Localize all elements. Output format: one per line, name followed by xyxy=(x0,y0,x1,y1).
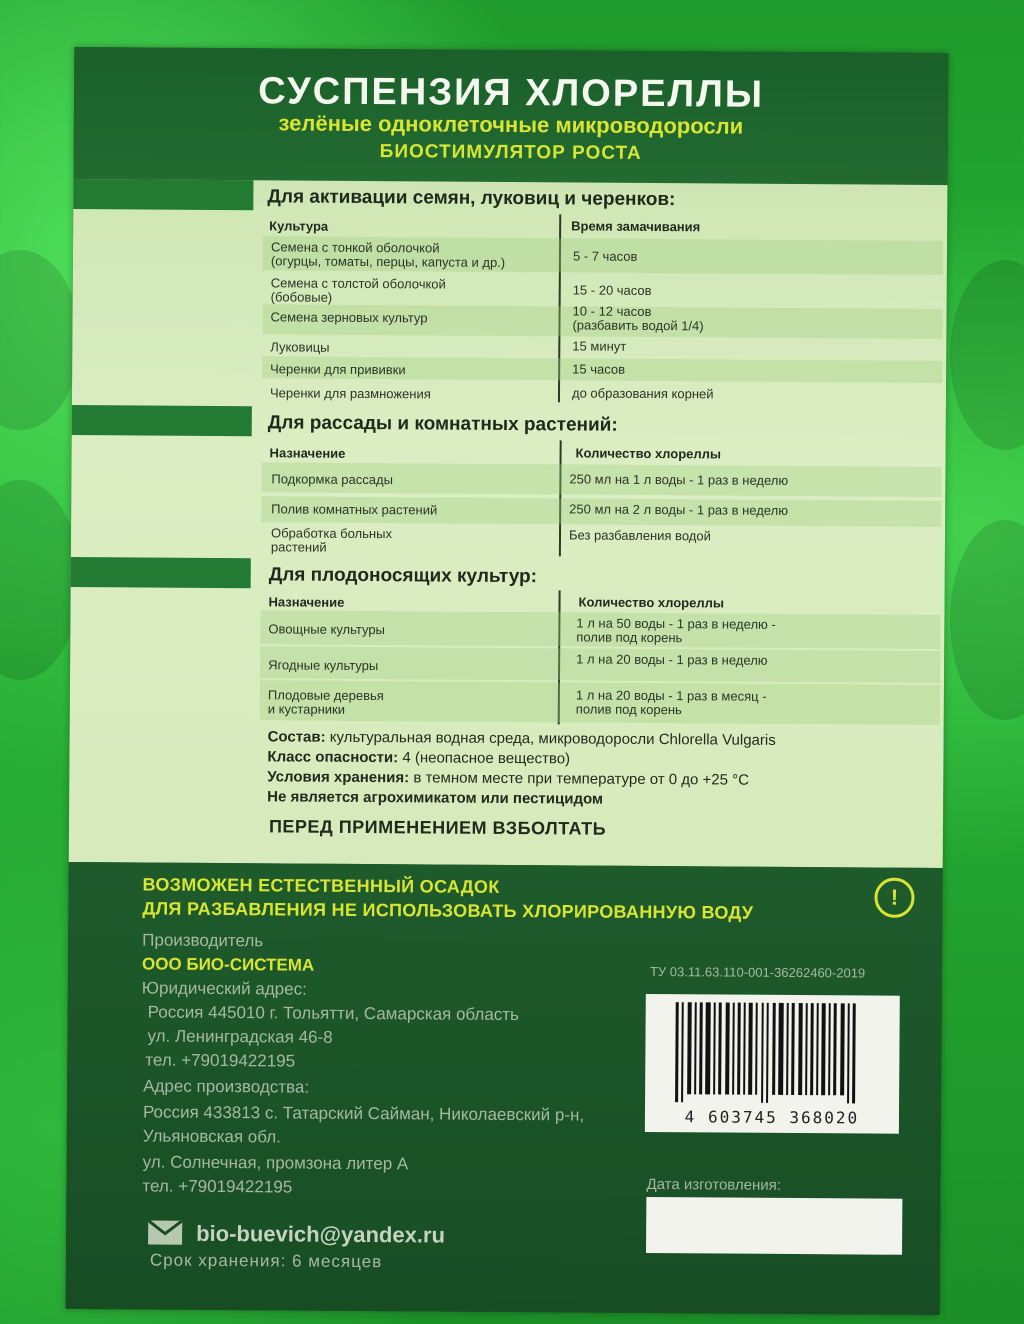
shelf-life: Срок хранения: 6 месяцев xyxy=(149,1250,383,1272)
manufacture-date-box xyxy=(646,1197,902,1255)
product-title: СУСПЕНЗИЯ ХЛОРЕЛЛЫ xyxy=(258,70,765,116)
bottle-ridge xyxy=(950,520,1024,720)
section3-row1-a: Овощные культуры xyxy=(268,621,386,638)
mail-icon-glyph xyxy=(148,1221,182,1245)
section3-row1-b: 1 л на 50 воды - 1 раз в неделю - полив под корень xyxy=(576,615,776,646)
producer-name: ООО БИО-СИСТЕМА xyxy=(141,954,315,975)
product-label xyxy=(66,47,949,1315)
manufacturer-panel xyxy=(66,862,943,1315)
storage-label: Условия хранения: xyxy=(267,768,410,787)
section2-row1-b: 250 мл на 1 л воды - 1 раз в неделю xyxy=(569,471,789,488)
production-address-line3: ул. Солнечная, промзона литер А xyxy=(142,1152,409,1174)
bottle-ridge xyxy=(950,260,1024,450)
composition-text: культуральная водная среда, микроводоросли Chlorella Vulgaris xyxy=(325,728,776,749)
producer-label: Производитель xyxy=(142,930,264,951)
shake-notice: ПЕРЕД ПРИМЕНЕНИЕМ ВЗБОЛТАТЬ xyxy=(268,816,607,839)
warning-icon: ! xyxy=(874,878,914,918)
tu-standard: ТУ 03.11.63.110-001-36262460-2019 xyxy=(649,964,866,981)
section1-row6-b: до образования корней xyxy=(571,385,714,402)
section2-title: Для рассады и комнатных растений: xyxy=(267,412,618,436)
barcode-bars xyxy=(645,1000,900,1112)
section2-row3-b: Без разбавления водой xyxy=(568,527,711,544)
not-agro-line xyxy=(267,788,603,807)
contact-email: bio-buevich@yandex.ru xyxy=(196,1220,446,1248)
instructions-panel xyxy=(69,179,948,868)
storage-line xyxy=(267,768,749,788)
not-agro-text: Не является агрохимикатом или пестицидом xyxy=(267,788,604,808)
section1-row2-b: 15 - 20 часов xyxy=(572,282,652,298)
section1-row6-a: Черенки для размножения xyxy=(269,385,431,402)
section1-row1-a: Семена с тонкой оболочкой (огурцы, томаты, перцы, капуста и др.) xyxy=(270,239,506,270)
barcode xyxy=(645,994,900,1134)
hazard-text: 4 (неопасное вещество) xyxy=(398,749,571,768)
manufacture-date-label: Дата изготовления: xyxy=(646,1175,782,1194)
section3-row2-b: 1 л на 20 воды - 1 раз в неделю xyxy=(576,651,768,668)
section2-row1-a: Подкормка рассады xyxy=(271,471,394,488)
section1-row2-a: Семена с толстой оболочкой (бобовые) xyxy=(270,275,446,305)
production-address-line2: Ульяновская обл. xyxy=(142,1126,281,1147)
label-header xyxy=(73,47,948,185)
section1-row4-a: Луковицы xyxy=(270,339,330,355)
production-address-line1: Россия 433813 с. Татарский Сайман, Николаевский р-н, xyxy=(142,1102,585,1125)
sediment-warning: ВОЗМОЖЕН ЕСТЕСТВЕННЫЙ ОСАДОК xyxy=(142,874,500,897)
section3-row2-a: Ягодные культуры xyxy=(268,657,379,674)
bottle-ridge xyxy=(0,250,80,430)
section2-col2: Количество хлореллы xyxy=(575,445,722,462)
production-phone: тел. +79019422195 xyxy=(142,1176,293,1197)
section3-col2: Количество хлореллы xyxy=(578,594,725,611)
legal-address-line1: Россия 445010 г. Тольятти, Самарская область xyxy=(147,1002,520,1025)
bottle-ridge xyxy=(0,480,80,680)
product-type: БИОСТИМУЛЯТОР РОСТА xyxy=(379,141,642,164)
section2-row2-a: Полив комнатных растений xyxy=(271,501,438,518)
product-subtitle: зелёные одноклеточные микроводоросли xyxy=(278,110,744,139)
section-bar xyxy=(73,179,253,210)
section2-row2-b: 250 мл на 2 л воды - 1 раз в неделю xyxy=(569,501,789,518)
section2-col1: Назначение xyxy=(269,445,346,461)
mail-icon xyxy=(148,1221,182,1245)
section1-row3-a: Семена зерновых культур xyxy=(270,309,428,326)
production-address-label: Адрес производства: xyxy=(143,1076,310,1097)
composition-line xyxy=(268,728,776,749)
section1-row5-a: Черенки для прививки xyxy=(270,361,406,378)
section-bar xyxy=(72,405,252,436)
section1-col1: Культура xyxy=(269,218,329,234)
section3-row3-a: Плодовые деревья и кустарники xyxy=(267,687,384,717)
hazard-line xyxy=(267,748,570,767)
barcode-number: 4 603745 368020 xyxy=(684,1107,860,1128)
chlorine-warning: ДЛЯ РАЗБАВЛЕНИЯ НЕ ИСПОЛЬЗОВАТЬ ХЛОРИРОВАННУЮ ВОДУ xyxy=(142,898,754,923)
legal-phone: тел. +79019422195 xyxy=(145,1050,296,1071)
section1-row5-b: 15 часов xyxy=(572,361,626,377)
section1-title: Для активации семян, луковиц и черенков: xyxy=(267,186,676,211)
section1-row4-b: 15 минут xyxy=(572,338,627,354)
section1-row1-b: 5 - 7 часов xyxy=(572,248,638,264)
storage-text: в темном месте при температуре от 0 до +25 °C xyxy=(409,769,750,789)
section3-row3-b: 1 л на 20 воды - 1 раз в месяц - полив под корень xyxy=(575,687,767,718)
section3-col1: Назначение xyxy=(268,594,345,610)
section2-row3-a: Обработка больных растений xyxy=(270,525,393,555)
composition-label: Состав: xyxy=(267,728,326,746)
section-bar xyxy=(71,557,251,588)
hazard-label: Класс опасности: xyxy=(267,748,399,767)
section1-col2: Время замачивания xyxy=(571,218,701,235)
legal-address-label: Юридический адрес: xyxy=(141,978,307,999)
section3-title: Для плодоносящих культур: xyxy=(268,564,538,588)
legal-address-line2: ул. Ленинградская 46-8 xyxy=(147,1026,333,1047)
section1-row3-b: 10 - 12 часов (разбавить водой 1/4) xyxy=(572,303,704,334)
